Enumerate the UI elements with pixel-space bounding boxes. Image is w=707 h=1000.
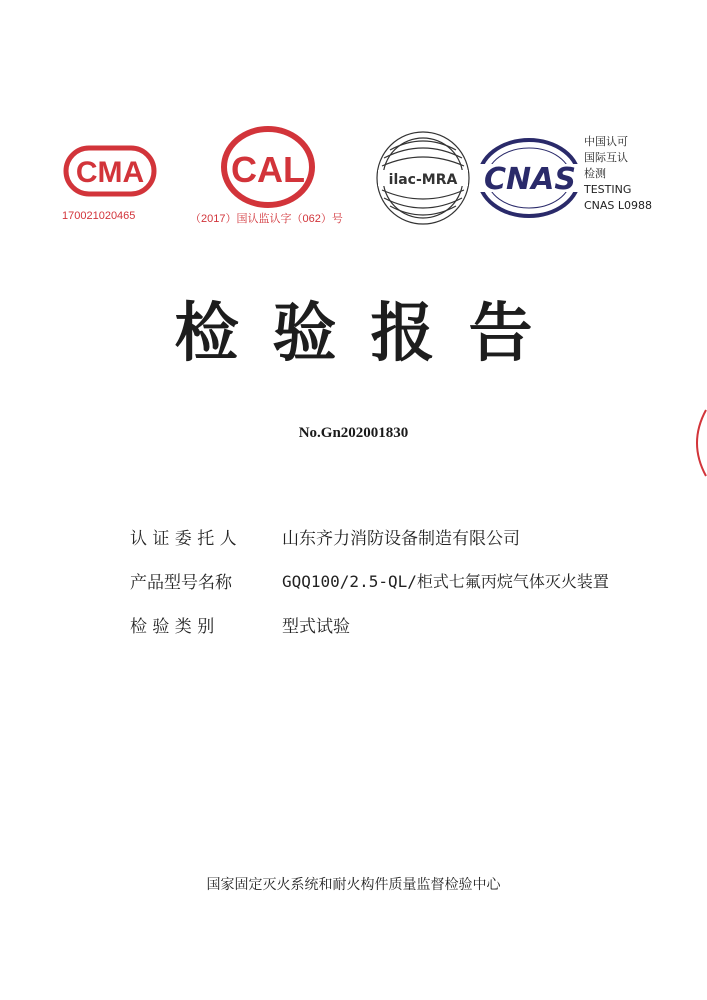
cnas-logo-text: CNAS [484,162,576,197]
field-label-product: 产品型号名称 [130,573,232,593]
field-label-client: 认 证 委 托 人 [130,529,237,549]
cma-logo [58,140,162,202]
cnas-line: 检测 [584,167,606,180]
issuing-organization: 国家固定灭火系统和耐火构件质量监督检验中心 [206,877,501,893]
field-label-test-type: 检 验 类 别 [130,617,215,637]
ilac-mra-logo [374,128,472,228]
seal-edge [684,408,707,478]
cnas-logo [474,136,584,220]
cal-logo-text: CAL [231,149,305,190]
field-value-product: GQQ100/2.5-QL/柜式七氟丙烷气体灭火装置 [282,572,609,591]
cnas-line: 国际互认 [584,151,628,164]
cal-logo [218,124,318,210]
cnas-accreditation-text [584,134,652,214]
field-value-client: 山东齐力消防设备制造有限公司 [282,529,520,549]
report-number: No.Gn202001830 [298,425,409,441]
cnas-line: CNAS L0988 [584,199,653,212]
cal-number: （2017）国认监认字（062）号 [190,213,343,225]
field-value-test-type: 型式试验 [282,617,350,637]
cma-logo-text: CMA [75,156,145,189]
cma-number: 170021020465 [62,210,136,222]
report-title: 检验报告 [174,297,567,371]
ilac-mra-logo-text: ilac-MRA [388,172,458,188]
cnas-line: 中国认可 [584,135,628,148]
cnas-line: TESTING [584,183,632,196]
